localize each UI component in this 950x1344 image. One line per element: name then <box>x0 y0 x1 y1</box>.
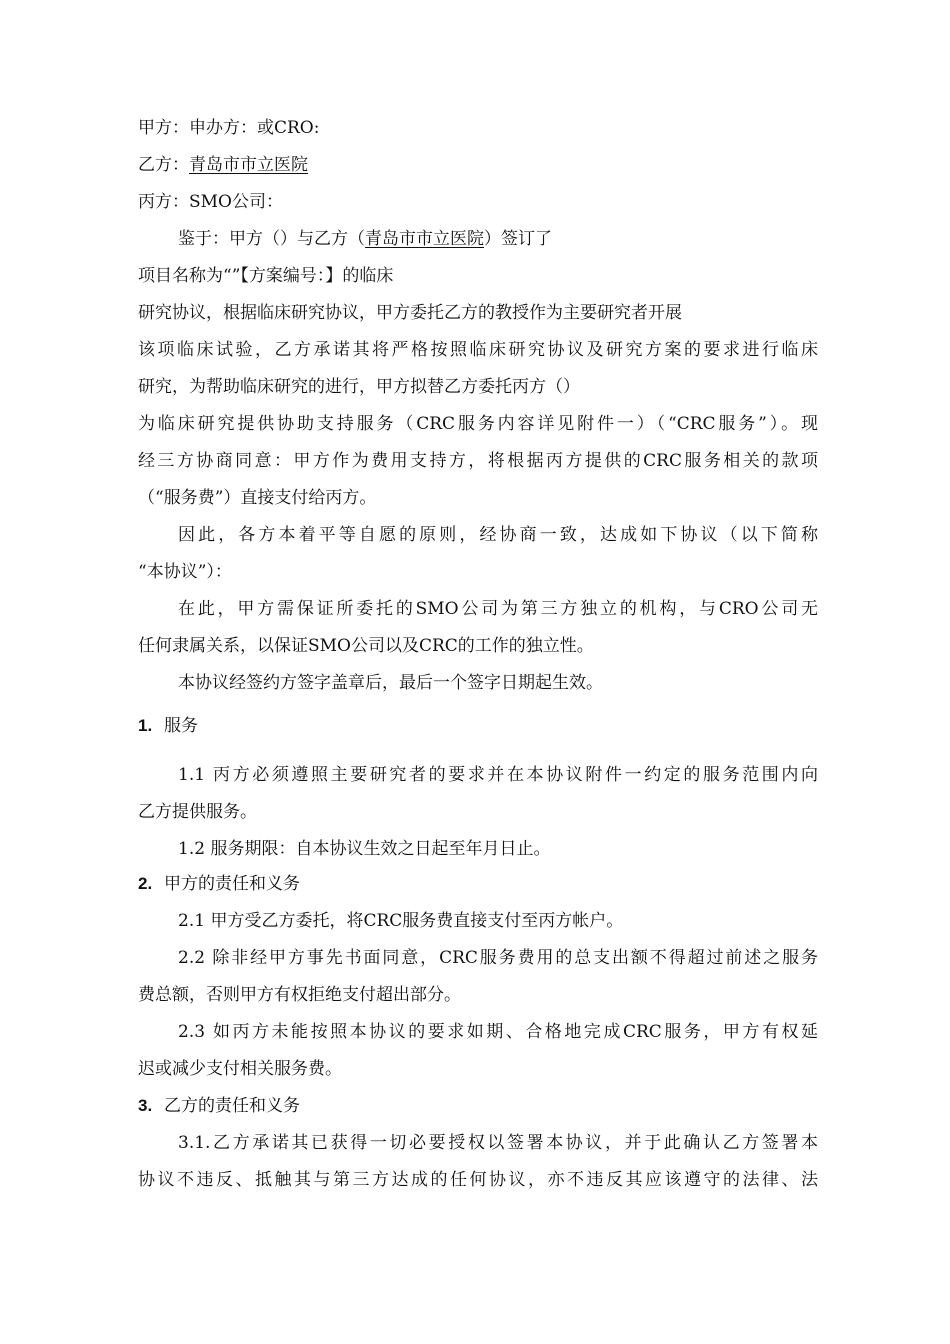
preamble-line-3: 研究协议，根据临床研究协议，甲方委托乙方的教授作为主要研究者开展 <box>138 303 682 323</box>
clause-2-3-line-1: 2.3 如丙方未能按照本协议的要求如期、合格地完成CRC服务，甲方有权延 <box>178 1022 818 1042</box>
preamble-line-1: 鉴于：甲方（）与乙方（青岛市市立医院）签订了 <box>178 229 552 249</box>
clause-1-1-line-1: 1.1 丙方必须遵照主要研究者的要求并在本协议附件一约定的服务范围内向 <box>178 765 818 785</box>
independence-line-1: 在此，甲方需保证所委托的SMO公司为第三方独立的机构，与CRO公司无 <box>178 599 818 619</box>
party-a-line: 甲方：申办方：或CRO: <box>138 118 320 138</box>
hospital-name: 青岛市市立医院 <box>189 155 308 175</box>
section-2-heading: 2. 甲方的责任和义务 <box>138 874 300 894</box>
preamble-line-7: 经三方协商同意：甲方作为费用支持方，将根据丙方提供的CRC服务相关的款项 <box>138 451 818 471</box>
clause-1-2: 1.2 服务期限：自本协议生效之日起至年月日止。 <box>178 839 551 859</box>
independence-line-2: 任何隶属关系，以保证SMO公司以及CRC的工作的独立性。 <box>138 636 594 656</box>
section-1-heading: 1. 服务 <box>138 716 198 736</box>
clause-2-2-line-1: 2.2 除非经甲方事先书面同意，CRC服务费用的总支出额不得超过前述之服务 <box>178 948 818 968</box>
preamble-line-4: 该项临床试验，乙方承诺其将严格按照临床研究协议及研究方案的要求进行临床 <box>138 340 818 360</box>
party-c-line: 丙方：SMO公司： <box>138 192 283 212</box>
hospital-name: 青岛市市立医院 <box>365 229 484 249</box>
preamble-line-5: 研究，为帮助临床研究的进行，甲方拟替乙方委托丙方（） <box>138 377 580 397</box>
party-b-line: 乙方：青岛市市立医院 <box>138 155 308 175</box>
clause-2-1: 2.1 甲方受乙方委托，将CRC服务费直接支付至丙方帐户。 <box>178 911 624 931</box>
preamble-line-2: 项目名称为“”【方案编号：】的临床 <box>138 266 394 286</box>
clause-1-1-line-2: 乙方提供服务。 <box>138 802 257 822</box>
agreement-line-1: 因此，各方本着平等自愿的原则，经协商一致，达成如下协议（以下简称 <box>178 525 818 545</box>
effective-line: 本协议经签约方签字盖章后，最后一个签字日期起生效。 <box>178 673 603 693</box>
preamble-line-6: 为临床研究提供协助支持服务（CRC服务内容详见附件一）（“CRC服务”）。现 <box>138 414 818 434</box>
section-3-heading: 3. 乙方的责任和义务 <box>138 1096 300 1116</box>
clause-3-1-line-1: 3.1.乙方承诺其已获得一切必要授权以签署本协议，并于此确认乙方签署本 <box>178 1133 818 1153</box>
clause-2-3-line-2: 迟或减少支付相关服务费。 <box>138 1059 342 1079</box>
clause-2-2-line-2: 费总额，否则甲方有权拒绝支付超出部分。 <box>138 985 461 1005</box>
clause-3-1-line-2: 协议不违反、抵触其与第三方达成的任何协议，亦不违反其应该遵守的法律、法 <box>138 1170 818 1190</box>
preamble-line-8: （“服务费”）直接支付给丙方。 <box>138 488 377 508</box>
agreement-line-2: “本协议”）： <box>138 562 232 582</box>
